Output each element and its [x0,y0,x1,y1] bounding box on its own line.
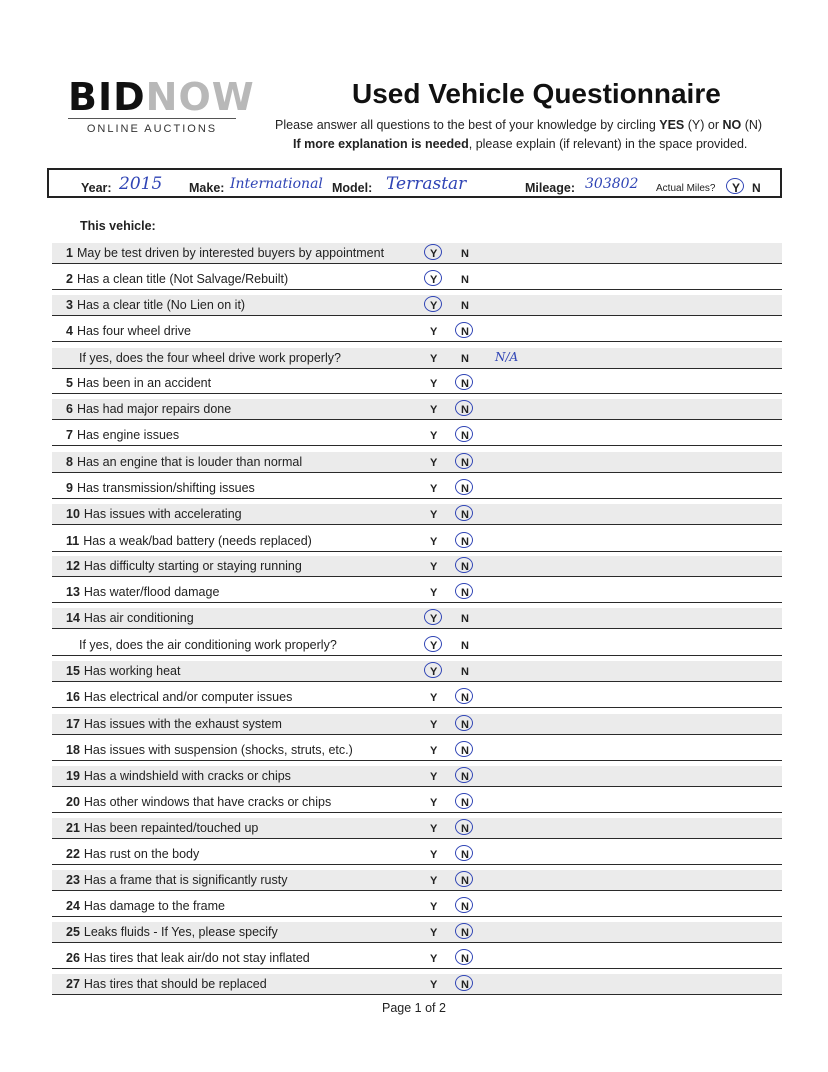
option-no[interactable]: N [461,457,469,469]
question-number: 11 [66,534,80,548]
option-yes[interactable]: Y [430,483,438,495]
logo-bid: BID [68,75,146,119]
question-label: Has a weak/bad battery (needs replaced) [83,534,312,548]
instr-text: (N) [741,118,763,132]
option-yes[interactable]: Y [430,300,438,312]
question-row [52,635,782,656]
option-yes[interactable]: Y [430,248,438,260]
answer-circle-mark [424,296,442,312]
option-no[interactable]: N [461,875,469,887]
mileage-value[interactable]: 303802 [585,176,639,192]
answer-circle-mark [455,741,473,757]
logo-wordmark [68,75,258,119]
answer-circle-mark [726,178,744,194]
option-yes[interactable]: Y [430,719,438,731]
instr-text: Please answer all questions to the best of your knowledge by circling [275,118,660,132]
option-yes[interactable]: Y [430,274,438,286]
question-label: Has engine issues [76,428,180,442]
option-no[interactable]: N [461,430,469,442]
vehicle-info-box [47,168,782,198]
question-number: 9 [66,481,73,495]
question-row [52,504,782,525]
answer-circle-mark [455,400,473,416]
question-row [52,844,782,865]
option-yes[interactable]: Y [430,561,438,573]
instr-text: , please explain (if relevant) in the space provided. [468,137,748,151]
answer-circle-mark [455,975,473,991]
question-label: Has a clean title (Not Salvage/Rebuilt) [76,272,289,286]
answer-circle-mark [455,479,473,495]
question-row [52,740,782,761]
option-no[interactable]: N [461,353,469,365]
logo-now: NOW [145,75,255,119]
question-row [52,556,782,577]
question-text [66,664,180,678]
answer-circle-mark [455,793,473,809]
question-text [66,428,179,442]
question-row [52,766,782,787]
option-no[interactable]: N [461,561,469,573]
question-row [52,321,782,342]
question-number: 8 [66,455,73,469]
model-value[interactable]: Terrastar [386,174,467,194]
question-label: Leaks fluids - If Yes, please specify [83,925,278,939]
question-number: 23 [66,873,80,887]
question-label: Has four wheel drive [76,324,191,338]
answer-circle-mark [455,845,473,861]
option-no[interactable]: N [461,640,469,652]
question-row [52,348,782,369]
actual-miles-label: Actual Miles? [656,183,716,194]
option-yes[interactable]: Y [430,745,438,757]
question-number: 10 [66,507,80,521]
question-number: 15 [66,664,80,678]
option-yes[interactable]: Y [430,797,438,809]
model-label: Model: [332,181,373,195]
year-value[interactable]: 2015 [119,174,163,194]
option-no[interactable]: N [461,745,469,757]
option-yes[interactable]: Y [430,430,438,442]
option-no[interactable]: N [461,666,469,678]
question-row [52,870,782,891]
question-row [52,478,782,499]
question-label: Has air conditioning [83,611,194,625]
option-yes[interactable]: Y [430,613,438,625]
option-no[interactable]: N [461,536,469,548]
question-number: 4 [66,324,73,338]
instr-yes: YES [659,118,685,132]
option-no[interactable]: N [461,300,469,312]
question-text [66,246,384,260]
option-no[interactable]: N [461,483,469,495]
question-row [52,531,782,552]
question-number: 6 [66,402,73,416]
option-yes[interactable]: Y [430,640,438,652]
option-yes[interactable]: Y [430,692,438,704]
question-label: Has tires that leak air/do not stay inflated [83,951,310,965]
handwritten-note: N/A [495,350,519,364]
actual-miles-yes[interactable]: Y [732,181,741,195]
question-label: Has a windshield with cracks or chips [83,769,291,783]
option-yes[interactable]: Y [430,771,438,783]
question-text [66,977,267,991]
question-text [66,376,211,390]
question-row [52,295,782,316]
question-label: Has damage to the frame [83,899,225,913]
question-text [66,873,287,887]
question-number: 12 [66,559,80,573]
question-text [66,611,194,625]
option-yes[interactable]: Y [430,587,438,599]
question-text [66,298,245,312]
option-no[interactable]: N [461,587,469,599]
question-number: 5 [66,376,73,390]
question-text [66,559,302,573]
page-number: Page 1 of 2 [382,1001,446,1015]
option-no[interactable]: N [461,771,469,783]
question-row [52,269,782,290]
option-no[interactable]: N [461,797,469,809]
instr-no: NO [722,118,742,132]
question-row [52,452,782,473]
question-row [52,922,782,943]
question-number: 16 [66,690,80,704]
answer-circle-mark [455,767,473,783]
answer-circle-mark [455,426,473,442]
question-number: 3 [66,298,73,312]
option-yes[interactable]: Y [430,953,438,965]
answer-circle-mark [455,949,473,965]
question-text [79,638,337,652]
option-no[interactable]: N [461,509,469,521]
question-label: Has tires that should be replaced [83,977,267,991]
question-number: 22 [66,847,80,861]
instr-text: (Y) or [684,118,723,132]
question-text [66,455,302,469]
option-yes[interactable]: Y [430,404,438,416]
question-text [66,690,292,704]
option-yes[interactable]: Y [430,901,438,913]
option-no[interactable]: N [461,404,469,416]
option-yes[interactable]: Y [430,326,438,338]
question-number: 24 [66,899,80,913]
question-text [66,272,288,286]
question-label: Has difficulty starting or staying running [83,559,302,573]
question-label: May be test driven by interested buyers by appointment [76,246,385,260]
question-row [52,687,782,708]
question-number: 21 [66,821,80,835]
answer-circle-mark [455,715,473,731]
question-row [52,792,782,813]
option-yes[interactable]: Y [430,979,438,991]
question-label: Has rust on the body [83,847,200,861]
option-yes[interactable]: Y [430,823,438,835]
answer-circle-mark [455,583,473,599]
question-text [66,899,225,913]
question-label: Has a clear title (No Lien on it) [76,298,246,312]
question-label: Has water/flood damage [83,585,220,599]
option-no[interactable]: N [461,979,469,991]
question-label: Has had major repairs done [76,402,232,416]
question-text [79,351,341,365]
mileage-label: Mileage: [525,181,576,195]
instr-bold: If more explanation is needed [293,137,469,151]
option-yes[interactable]: Y [430,353,438,365]
question-number: 13 [66,585,80,599]
section-label: This vehicle: [80,219,156,233]
answer-circle-mark [424,636,442,652]
question-text [66,481,255,495]
answer-circle-mark [424,662,442,678]
question-row [52,373,782,394]
question-label: Has an engine that is louder than normal [76,455,303,469]
question-label: If yes, does the air conditioning work properly? [79,638,337,652]
question-row [52,948,782,969]
option-no[interactable]: N [461,326,469,338]
answer-circle-mark [455,897,473,913]
answer-circle-mark [424,270,442,286]
option-no[interactable]: N [461,927,469,939]
option-no[interactable]: N [461,953,469,965]
option-yes[interactable]: Y [430,378,438,390]
question-label: Has transmission/shifting issues [76,481,255,495]
question-number: 17 [66,717,80,731]
answer-circle-mark [455,923,473,939]
logo-tagline: ONLINE AUCTIONS [68,118,236,135]
option-yes[interactable]: Y [430,849,438,861]
question-label: Has other windows that have cracks or chips [83,795,332,809]
answer-circle-mark [455,557,473,573]
question-label: Has working heat [83,664,181,678]
make-label: Make: [189,181,225,195]
answer-circle-mark [455,688,473,704]
option-yes[interactable]: Y [430,509,438,521]
question-label: Has issues with suspension (shocks, struts, etc.) [83,743,353,757]
question-label: If yes, does the four wheel drive work properly? [79,351,341,365]
question-text [66,743,353,757]
option-no[interactable]: N [461,901,469,913]
option-no[interactable]: N [461,248,469,260]
answer-circle-mark [455,374,473,390]
option-yes[interactable]: Y [430,666,438,678]
option-yes[interactable]: Y [430,927,438,939]
question-label: Has electrical and/or computer issues [83,690,293,704]
year-label: Year: [81,181,112,195]
question-text [66,795,331,809]
option-no[interactable]: N [461,719,469,731]
question-text [66,507,242,521]
question-row [52,608,782,629]
question-row [52,425,782,446]
question-text [66,847,199,861]
bidnow-logo [68,75,258,135]
question-number: 7 [66,428,73,442]
question-number: 26 [66,951,80,965]
actual-miles-no[interactable]: N [752,181,761,195]
question-row [52,714,782,735]
question-number: 18 [66,743,80,757]
instructions-line-1 [275,118,762,132]
question-label: Has a frame that is significantly rusty [83,873,288,887]
question-row [52,818,782,839]
question-label: Has issues with the exhaust system [83,717,282,731]
question-number: 14 [66,611,80,625]
question-label: Has been repainted/touched up [83,821,259,835]
page-title: Used Vehicle Questionnaire [352,78,721,109]
question-row [52,661,782,682]
question-text [66,925,278,939]
option-yes[interactable]: Y [430,875,438,887]
question-label: Has been in an accident [76,376,212,390]
question-text [66,534,312,548]
option-yes[interactable]: Y [430,536,438,548]
question-text [66,951,310,965]
question-row [52,243,782,264]
question-row [52,582,782,603]
question-row [52,896,782,917]
question-row [52,974,782,995]
option-no[interactable]: N [461,849,469,861]
question-number: 19 [66,769,80,783]
question-number: 25 [66,925,80,939]
option-yes[interactable]: Y [430,457,438,469]
question-number: 20 [66,795,80,809]
option-no[interactable]: N [461,613,469,625]
answer-circle-mark [455,871,473,887]
answer-circle-mark [424,244,442,260]
make-value[interactable]: International [230,176,323,192]
answer-circle-mark [424,609,442,625]
question-text [66,402,231,416]
question-text [66,821,258,835]
question-number: 1 [66,246,73,260]
question-text [66,769,291,783]
question-number: 27 [66,977,80,991]
question-row [52,399,782,420]
question-text [66,324,191,338]
option-no[interactable]: N [461,692,469,704]
instructions-line-2 [293,137,747,151]
question-text [66,585,219,599]
option-no[interactable]: N [461,274,469,286]
answer-circle-mark [455,505,473,521]
question-label: Has issues with accelerating [83,507,242,521]
question-text [66,717,282,731]
answer-circle-mark [455,532,473,548]
option-no[interactable]: N [461,378,469,390]
option-no[interactable]: N [461,823,469,835]
answer-circle-mark [455,453,473,469]
question-number: 2 [66,272,73,286]
answer-circle-mark [455,322,473,338]
answer-circle-mark [455,819,473,835]
